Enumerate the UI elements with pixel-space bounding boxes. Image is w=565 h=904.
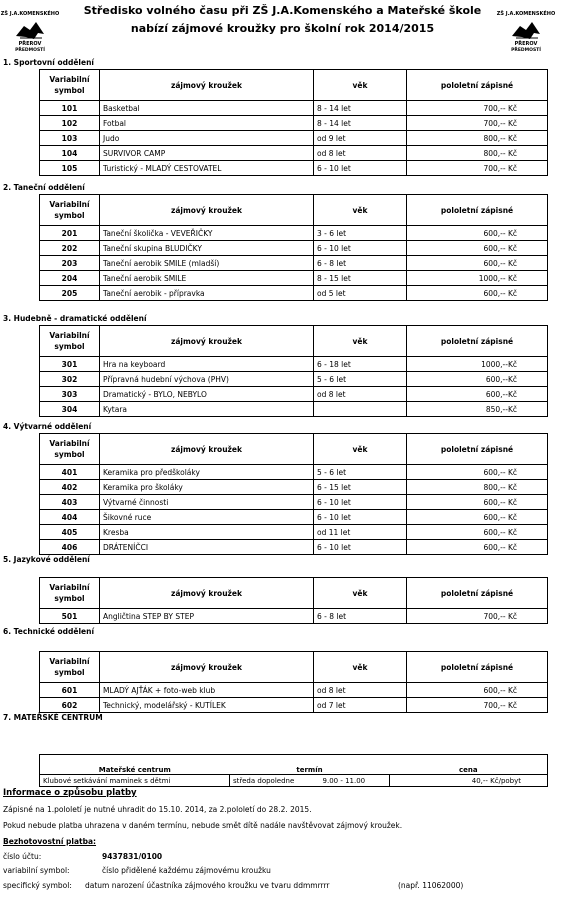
header-symbol-line2: symbol	[54, 86, 85, 95]
cell-symbol: 201	[40, 226, 100, 241]
header-symbol-line2: symbol	[54, 211, 85, 220]
section-title-language: 5. Jazykové oddělení	[3, 555, 90, 564]
centrum-row-name: Klubové setkávání maminek s dětmi	[40, 775, 230, 787]
table-row	[40, 525, 548, 540]
cell-fee: 600,--Kč	[407, 387, 548, 402]
cell-age: 8 - 14 let	[314, 101, 407, 116]
header-symbol-line1: Variabilní	[49, 439, 90, 448]
cell-fee: 600,-- Kč	[407, 286, 548, 301]
cell-fee: 600,-- Kč	[407, 241, 548, 256]
header-symbol	[40, 434, 100, 465]
header-symbol-line1: Variabilní	[49, 75, 90, 84]
cell-club: Judo	[100, 131, 314, 146]
cell-club: Angličtina STEP BY STEP	[100, 609, 314, 624]
header-fee: pololetní zápisné	[407, 434, 548, 465]
bank-transfer-heading: Bezhotovostní platba:	[3, 837, 97, 846]
cell-age: od 8 let	[314, 387, 407, 402]
header-club: zájmový kroužek	[100, 70, 314, 101]
section-title-sport: 1. Sportovní oddělení	[3, 58, 94, 67]
header-symbol-line1: Variabilní	[49, 200, 90, 209]
section-title-centrum: 7. MATEŘSKÉ CENTRUM	[3, 713, 103, 722]
header-age: věk	[314, 70, 407, 101]
logo-bottom-text1: PŘEROV	[514, 41, 538, 47]
table-row	[40, 698, 548, 713]
cell-age: 6 - 10 let	[314, 510, 407, 525]
specsym-label: specifický symbol:	[3, 881, 72, 890]
cell-age: 6 - 8 let	[314, 256, 407, 271]
cell-fee: 700,-- Kč	[407, 698, 548, 713]
cell-club: Fotbal	[100, 116, 314, 131]
cell-symbol: 204	[40, 271, 100, 286]
centrum-row-day: středa dopoledne	[233, 776, 295, 785]
table-row	[40, 402, 548, 417]
cell-club: SURVIVOR CAMP	[100, 146, 314, 161]
cell-symbol: 501	[40, 609, 100, 624]
cell-age: od 8 let	[314, 683, 407, 698]
cell-symbol: 303	[40, 387, 100, 402]
cell-fee: 850,--Kč	[407, 402, 548, 417]
header-club: zájmový kroužek	[100, 195, 314, 226]
header-symbol	[40, 578, 100, 609]
cell-age: od 11 let	[314, 525, 407, 540]
table-row	[40, 387, 548, 402]
header-fee: pololetní zápisné	[407, 578, 548, 609]
table-row	[40, 256, 548, 271]
table-row	[40, 226, 548, 241]
header-fee: pololetní zápisné	[407, 70, 548, 101]
header-symbol-line2: symbol	[54, 594, 85, 603]
cell-club: Výtvarné činnosti	[100, 495, 314, 510]
payment-info-line2: Pokud nebude platba uhrazena v daném termínu, nebude smět dítě nadále navštěvovat zájmový kroužek.	[3, 821, 403, 830]
page-title-line1: Středisko volného času při ZŠ J.A.Komenského a Mateřské škole	[83, 4, 482, 17]
header-symbol	[40, 195, 100, 226]
cell-club: Kytara	[100, 402, 314, 417]
cell-symbol: 404	[40, 510, 100, 525]
cell-fee: 600,-- Kč	[407, 226, 548, 241]
cell-age: 8 - 14 let	[314, 116, 407, 131]
cell-fee: 1000,-- Kč	[407, 271, 548, 286]
varsym-label: variabilní symbol:	[3, 866, 70, 875]
logo-bottom-text2: PŘEDMOSTÍ	[511, 48, 541, 53]
cell-age: 8 - 15 let	[314, 271, 407, 286]
table-row	[40, 161, 548, 176]
cell-symbol: 104	[40, 146, 100, 161]
cell-age: od 5 let	[314, 286, 407, 301]
cell-symbol: 101	[40, 101, 100, 116]
section-title-music: 3. Hudebně - dramatické oddělení	[3, 314, 147, 323]
table-row	[40, 101, 548, 116]
cell-club: Kresba	[100, 525, 314, 540]
header-symbol-line1: Variabilní	[49, 583, 90, 592]
cell-fee: 600,-- Kč	[407, 495, 548, 510]
cell-club: Dramatický - BYLO, NEBYLO	[100, 387, 314, 402]
table-row	[40, 495, 548, 510]
table-row	[40, 609, 548, 624]
table-sport	[39, 69, 548, 176]
cell-symbol: 304	[40, 402, 100, 417]
logo-bottom-text1: PŘEROV	[18, 41, 42, 47]
cell-fee: 700,-- Kč	[407, 116, 548, 131]
specsym-example: (např. 11062000)	[398, 881, 464, 890]
specsym-value: datum narození účastníka zájmového kroužku ve tvaru ddmmrrrr	[85, 881, 330, 890]
cell-age: 3 - 6 let	[314, 226, 407, 241]
cell-club: Přípravná hudební výchova (PHV)	[100, 372, 314, 387]
table-row	[40, 241, 548, 256]
cell-fee: 600,-- Kč	[407, 683, 548, 698]
header-symbol-line2: symbol	[54, 450, 85, 459]
table-row	[40, 510, 548, 525]
cell-symbol: 205	[40, 286, 100, 301]
header-age: věk	[314, 195, 407, 226]
school-logo-right	[496, 6, 556, 54]
table-row	[40, 683, 548, 698]
cell-symbol: 203	[40, 256, 100, 271]
cell-symbol: 601	[40, 683, 100, 698]
cell-age: 5 - 6 let	[314, 465, 407, 480]
header-age: věk	[314, 652, 407, 683]
cell-club: Taneční aerobik SMILE (mladší)	[100, 256, 314, 271]
header-age: věk	[314, 434, 407, 465]
table-dance	[39, 194, 548, 301]
centrum-row-price: 40,-- Kč/pobyt	[390, 775, 548, 787]
table-row	[40, 357, 548, 372]
table-row	[40, 116, 548, 131]
cell-club: Taneční aerobik - přípravka	[100, 286, 314, 301]
cell-fee: 800,-- Kč	[407, 131, 548, 146]
logo-top-text: ZŠ J.A.KOMENSKÉHO	[496, 11, 556, 17]
table-row	[40, 131, 548, 146]
header-symbol-line2: symbol	[54, 342, 85, 351]
cell-fee: 600,-- Kč	[407, 540, 548, 555]
page-title-line2: nabízí zájmové kroužky pro školní rok 2014/2015	[130, 22, 435, 35]
header-symbol-line2: symbol	[54, 668, 85, 677]
section-title-technical: 6. Technické oddělení	[3, 627, 95, 636]
cell-age: 6 - 10 let	[314, 495, 407, 510]
cell-symbol: 406	[40, 540, 100, 555]
header-fee: pololetní zápisné	[407, 195, 548, 226]
cell-fee: 600,-- Kč	[407, 465, 548, 480]
school-logo-left	[0, 6, 60, 54]
cell-fee: 600,-- Kč	[407, 510, 548, 525]
account-label: číslo účtu:	[3, 852, 42, 861]
header-symbol	[40, 70, 100, 101]
table-centrum	[39, 754, 548, 787]
cell-age: od 9 let	[314, 131, 407, 146]
header-symbol	[40, 652, 100, 683]
payment-info-heading: Informace o způsobu platby	[3, 788, 137, 798]
header-symbol	[40, 326, 100, 357]
section-title-dance: 2. Taneční oddělení	[3, 183, 85, 192]
table-row	[40, 286, 548, 301]
cell-symbol: 402	[40, 480, 100, 495]
cell-age: 5 - 6 let	[314, 372, 407, 387]
cell-symbol: 105	[40, 161, 100, 176]
logo-top-text: ZŠ J.A.KOMENSKÉHO	[0, 11, 60, 17]
cell-club: Taneční aerobik SMILE	[100, 271, 314, 286]
header-club: zájmový kroužek	[100, 434, 314, 465]
cell-club: DRÁTENÍČCI	[100, 540, 314, 555]
cell-age: 6 - 10 let	[314, 161, 407, 176]
cell-age: 6 - 10 let	[314, 241, 407, 256]
cell-symbol: 202	[40, 241, 100, 256]
cell-symbol: 301	[40, 357, 100, 372]
logo-bottom-text2: PŘEDMOSTÍ	[15, 48, 45, 53]
cell-club: MLADÝ AJŤÁK + foto-web klub	[100, 683, 314, 698]
cell-club: Technický, modelářský - KUTÍLEK	[100, 698, 314, 713]
table-language	[39, 577, 548, 624]
cell-club: Basketbal	[100, 101, 314, 116]
header-club: zájmový kroužek	[100, 326, 314, 357]
centrum-col-term: termín	[230, 755, 390, 775]
cell-fee: 1000,--Kč	[407, 357, 548, 372]
table-row	[40, 271, 548, 286]
header-fee: pololetní zápisné	[407, 326, 548, 357]
table-row	[40, 540, 548, 555]
cell-club: Keramika pro školáky	[100, 480, 314, 495]
cell-symbol: 102	[40, 116, 100, 131]
centrum-col-name: Mateřské centrum	[40, 755, 230, 775]
cell-age: od 7 let	[314, 698, 407, 713]
header-symbol-line1: Variabilní	[49, 657, 90, 666]
header-symbol-line1: Variabilní	[49, 331, 90, 340]
cell-age: 6 - 18 let	[314, 357, 407, 372]
cell-club: Taneční školička - VEVEŘIČKY	[100, 226, 314, 241]
cell-club: Keramika pro předškoláky	[100, 465, 314, 480]
cell-symbol: 401	[40, 465, 100, 480]
table-row	[40, 480, 548, 495]
cell-symbol: 103	[40, 131, 100, 146]
centrum-col-price: cena	[390, 755, 548, 775]
header-club: zájmový kroužek	[100, 652, 314, 683]
table-row	[40, 146, 548, 161]
varsym-value: číslo přidělené každému zájmovému kroužku	[102, 866, 271, 875]
cell-age: od 8 let	[314, 146, 407, 161]
cell-symbol: 302	[40, 372, 100, 387]
cell-fee: 800,-- Kč	[407, 146, 548, 161]
cell-fee: 700,-- Kč	[407, 101, 548, 116]
header-age: věk	[314, 578, 407, 609]
table-art	[39, 433, 548, 555]
cell-fee: 600,-- Kč	[407, 525, 548, 540]
table-row	[40, 465, 548, 480]
table-music	[39, 325, 548, 417]
cell-fee: 600,-- Kč	[407, 256, 548, 271]
cell-fee: 700,-- Kč	[407, 609, 548, 624]
cell-symbol: 405	[40, 525, 100, 540]
cell-club: Šikovné ruce	[100, 510, 314, 525]
cell-age: 6 - 8 let	[314, 609, 407, 624]
header-club: zájmový kroužek	[100, 578, 314, 609]
table-technical	[39, 651, 548, 713]
payment-info-line1: Zápisné na 1.pololetí je nutné uhradit do 15.10. 2014, za 2.pololetí do 28.2. 2015.	[3, 805, 312, 814]
cell-age: 6 - 15 let	[314, 480, 407, 495]
cell-club: Turistický - MLADÝ CESTOVATEL	[100, 161, 314, 176]
centrum-row-term	[230, 775, 390, 787]
cell-fee: 600,--Kč	[407, 372, 548, 387]
cell-fee: 700,-- Kč	[407, 161, 548, 176]
cell-symbol: 602	[40, 698, 100, 713]
account-value: 9437831/0100	[102, 852, 163, 861]
cell-age	[314, 402, 407, 417]
centrum-row-time: 9.00 - 11.00	[322, 776, 366, 785]
cell-club: Hra na keyboard	[100, 357, 314, 372]
cell-age: 6 - 10 let	[314, 540, 407, 555]
cell-club: Taneční skupina BLUDIČKY	[100, 241, 314, 256]
header-fee: pololetní zápisné	[407, 652, 548, 683]
cell-fee: 800,-- Kč	[407, 480, 548, 495]
section-title-art: 4. Výtvarné oddělení	[3, 422, 92, 431]
header-age: věk	[314, 326, 407, 357]
cell-symbol: 403	[40, 495, 100, 510]
table-row	[40, 372, 548, 387]
